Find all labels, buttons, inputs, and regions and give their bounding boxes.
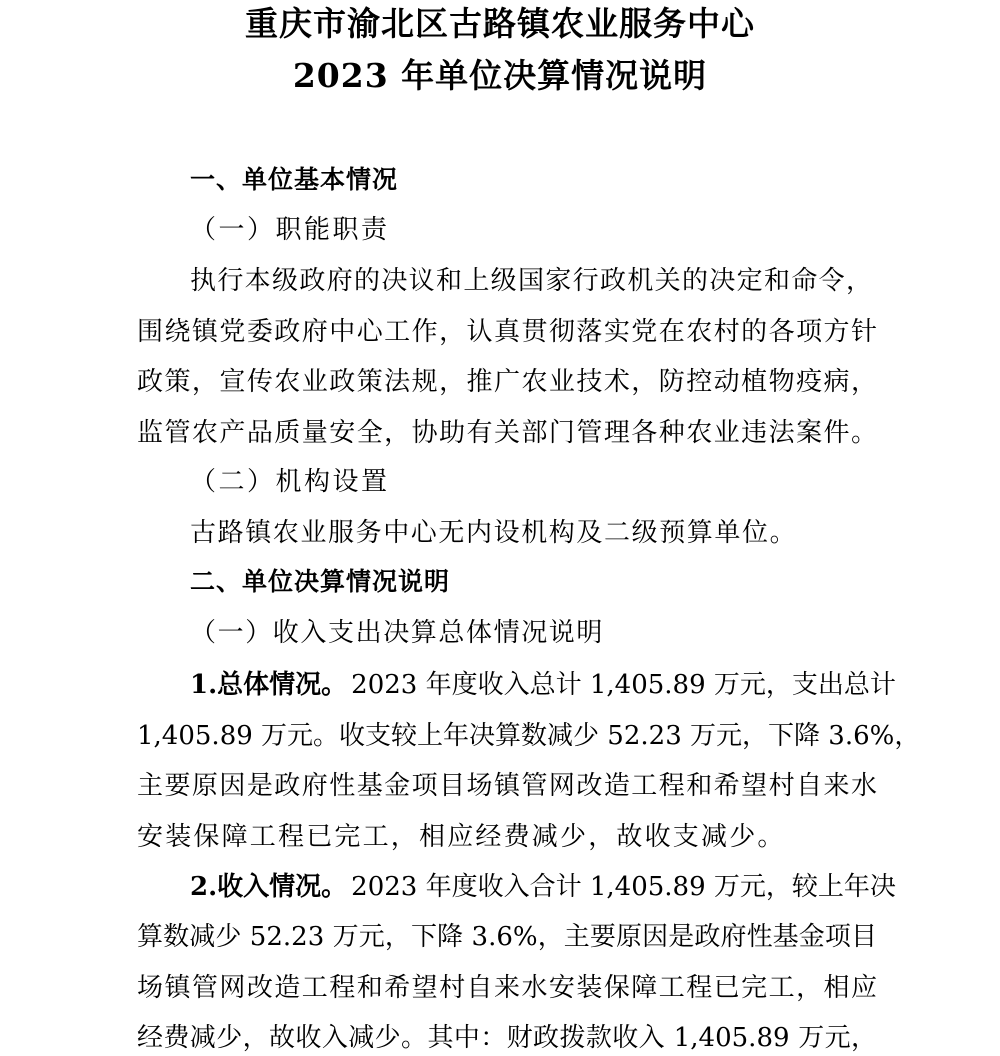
subheading-overview: （一）收入支出决算总体情况说明 [190, 618, 605, 648]
subheading-functions: （一）职能职责 [190, 215, 390, 245]
paragraph-line: 主要原因是政府性基金项目场镇管网改造工程和希望村自来水 [137, 771, 877, 801]
paragraph-text: 2023 年度收入合计 1,405.89 万元，较上年决 [351, 872, 896, 902]
paragraph-line: 场镇管网改造工程和希望村自来水安装保障工程已完工，相应 [137, 973, 877, 1003]
subheading-structure: （二）机构设置 [190, 467, 390, 497]
paragraph-line: 围绕镇党委政府中心工作，认真贯彻落实党在农村的各项方针 [137, 317, 877, 347]
title-line-1: 重庆市渝北区古路镇农业服务中心 [245, 4, 755, 43]
paragraph-lead: 2.收入情况。 [190, 872, 348, 902]
paragraph-line: 政策，宣传农业政策法规，推广农业技术，防控动植物疫病， [137, 367, 877, 397]
paragraph-line: 古路镇农业服务中心无内设机构及二级预算单位。 [190, 518, 798, 548]
paragraph-line [190, 869, 896, 905]
paragraph-line: 执行本级政府的决议和上级国家行政机关的决定和命令， [190, 266, 872, 296]
section-heading-1: 一、单位基本情况 [190, 165, 399, 194]
paragraph-line: 1,405.89 万元。收支较上年决算数减少 52.23 万元，下降 3.6%， [137, 721, 921, 751]
paragraph-text: 2023 年度收入总计 1,405.89 万元，支出总计 [351, 670, 896, 700]
paragraph-line [190, 667, 896, 703]
paragraph-line: 算数减少 52.23 万元，下降 3.6%，主要原因是政府性基金项目 [137, 922, 877, 952]
paragraph-line: 安装保障工程已完工，相应经费减少，故收支减少。 [137, 822, 786, 852]
paragraph-lead: 1.总体情况。 [190, 670, 348, 700]
section-heading-2: 二、单位决算情况说明 [190, 567, 451, 596]
title-line-2: 2023 年单位决算情况说明 [292, 56, 708, 95]
paragraph-line: 经费减少，故收入减少。其中：财政拨款收入 1,405.89 万元， [137, 1023, 877, 1053]
paragraph-line: 监管农产品质量安全，协助有关部门管理各种农业违法案件。 [137, 418, 877, 448]
